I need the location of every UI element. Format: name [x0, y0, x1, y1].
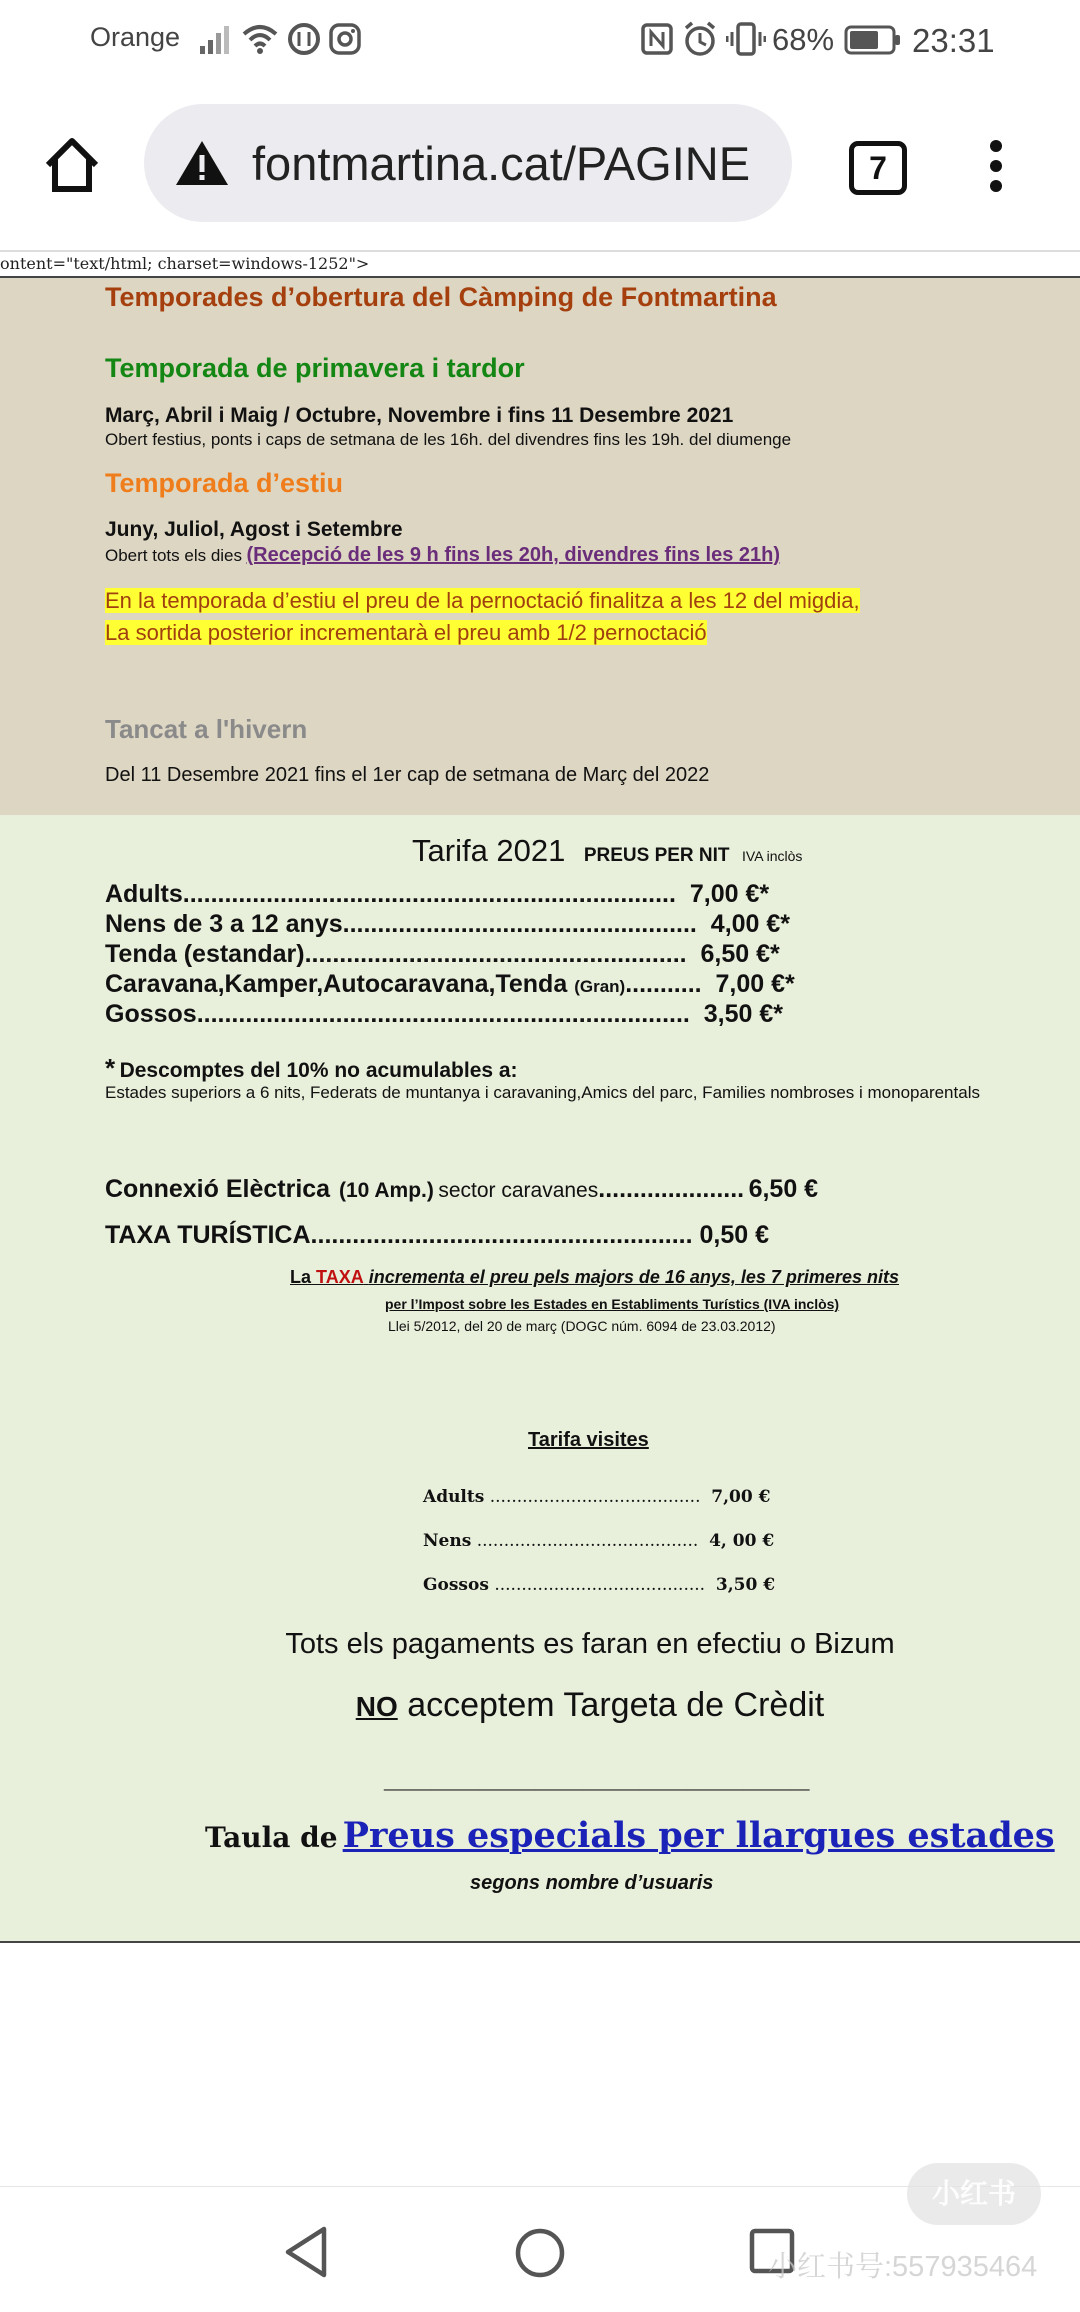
visits-title: Tarifa visites — [528, 1429, 649, 1451]
tax-note-la: La — [290, 1267, 312, 1287]
price-label: Adults — [105, 880, 183, 908]
tax-note-rest: incrementa el preu pels majors de 16 anys, les 7 primeres nits — [368, 1267, 899, 1287]
status-bar — [0, 0, 1080, 80]
battery-icon — [844, 24, 902, 56]
visit-label: Adults — [423, 1487, 485, 1507]
price-row — [105, 880, 769, 909]
visit-dots: ....................................... — [489, 1487, 701, 1507]
home-icon[interactable] — [42, 135, 102, 195]
url-text[interactable]: fontmartina.cat/PAGINE — [252, 137, 751, 190]
warning-icon[interactable] — [174, 138, 230, 188]
tax-note-1 — [290, 1267, 899, 1288]
nfc-icon — [640, 22, 674, 56]
spring-note: Obert festius, ponts i caps de setmana de les 16h. del divendres fins les 19h. del diumenge — [105, 430, 792, 449]
carrier-label: Orange — [90, 22, 181, 52]
price-dots: ................................................... — [342, 910, 697, 938]
summer-note-line — [105, 544, 780, 567]
summer-title: Temporada d’estiu — [105, 468, 344, 498]
price-row — [105, 940, 780, 969]
seasons-section — [0, 276, 1080, 818]
price-value: 7,00 €* — [689, 880, 770, 908]
winter-title: Tancat a l'hivern — [105, 714, 308, 744]
price-label: Nens de 3 a 12 anys — [105, 910, 343, 938]
price-dots: ....................................................................... — [196, 1000, 690, 1028]
instagram-icon — [328, 22, 362, 56]
clock: 23:31 — [912, 22, 995, 59]
visit-price: 4, 00 € — [709, 1531, 775, 1551]
tax-note-3: Llei 5/2012, del 20 de març (DOGC núm. 6094 de 23.03.2012) — [388, 1318, 776, 1334]
summer-note: Obert tots els dies — [105, 546, 243, 565]
no-word: NO — [355, 1691, 398, 1722]
divider-line: _____________________________________________ — [384, 1772, 810, 1791]
tax-dots: ....................................................... — [310, 1221, 693, 1249]
visit-row — [423, 1531, 774, 1551]
price-label: Tenda (estandar) — [105, 940, 305, 968]
payment-text: Tots els pagaments es faran en efectiu o Bizum — [285, 1628, 895, 1660]
electric-dots: ..................... — [598, 1175, 745, 1203]
discount-title: Descomptes del 10% no acumulables a: — [119, 1059, 518, 1082]
visit-price: 3,50 € — [715, 1575, 776, 1595]
special-prices-link[interactable]: Preus especials per llargues estades — [342, 1815, 1055, 1856]
tariff-section — [0, 815, 1080, 1943]
discount-text: Estades superiors a 6 nits, Federats de muntanya i caravaning,Amics del parc, Families nombroses i monoparentals — [105, 1083, 980, 1102]
spring-title: Temporada de primavera i tardor — [105, 353, 525, 383]
more-menu-icon[interactable] — [984, 138, 1008, 194]
visit-row — [423, 1575, 775, 1595]
price-extra: (Gran) — [574, 977, 626, 996]
electric-label: Connexió Elèctrica — [105, 1175, 331, 1203]
price-row — [105, 970, 795, 999]
price-dots: ....................................................... — [304, 940, 687, 968]
tax-label: TAXA TURÍSTICA — [105, 1221, 311, 1249]
tax-note-2: per l’Impost sobre les Estades en Establiments Turístics (IVA inclòs) — [385, 1296, 840, 1312]
price-value: 6,50 €* — [700, 940, 780, 968]
raw-meta-text: ontent="text/html; charset=windows-1252"> — [0, 254, 370, 273]
price-dots: ........... — [625, 970, 702, 998]
highlight-line-1: En la temporada d’estiu el preu de la pernoctació finalitza a les 12 del migdia, — [105, 588, 860, 613]
tax-price: 0,50 € — [699, 1221, 770, 1249]
reception-hours-link[interactable]: (Recepció de les 9 h fins les 20h, divendres fins les 21h) — [246, 544, 781, 566]
price-value: 4,00 €* — [710, 910, 791, 938]
no-card-text: acceptem Targeta de Crèdit — [407, 1686, 825, 1724]
price-label: Caravana,Kamper,Autocaravana,Tenda — [105, 970, 568, 998]
tab-switcher-button[interactable]: 7 — [849, 141, 907, 195]
visit-dots: ......................................... — [476, 1531, 699, 1551]
price-label: Gossos — [105, 1000, 197, 1028]
highlight-line-2: La sortida posterior incrementarà el preu amb 1/2 pernoctació — [105, 620, 707, 645]
seasons-title: Temporades d’obertura del Càmping de Fontmartina — [105, 282, 777, 312]
back-icon[interactable] — [282, 2225, 330, 2279]
discount-heading — [105, 1053, 518, 1084]
signal-icon — [198, 24, 232, 56]
electric-row — [105, 1175, 818, 1204]
price-value: 3,50 €* — [703, 1000, 784, 1028]
price-dots: ....................................................................... — [182, 880, 676, 908]
price-row — [105, 910, 790, 939]
discount-star: * — [105, 1053, 116, 1083]
data-saver-icon — [287, 22, 321, 56]
visit-label: Gossos — [423, 1575, 489, 1595]
winter-note: Del 11 Desembre 2021 fins el 1er cap de setmana de Març del 2022 — [105, 764, 710, 786]
price-row — [105, 1000, 783, 1029]
summer-highlight — [105, 586, 860, 650]
watermark-id: 小红书号:557935464 — [768, 2251, 1038, 2283]
electric-price: 6,50 € — [748, 1175, 819, 1203]
wifi-icon — [240, 22, 280, 56]
visit-row — [423, 1487, 770, 1507]
tax-note-taxa: TAXA — [316, 1267, 364, 1287]
electric-amp: (10 Amp.) — [338, 1179, 434, 1202]
battery-percent: 68% — [772, 22, 835, 57]
iva-label: IVA inclòs — [742, 848, 803, 864]
special-prices-line — [205, 1815, 1055, 1856]
tax-row — [105, 1221, 769, 1250]
tariff-subtitle: PREUS PER NIT — [583, 845, 730, 866]
alarm-icon — [682, 20, 718, 58]
taula-sub: segons nombre d’usuaris — [470, 1872, 714, 1894]
spring-months: Març, Abril i Maig / Octubre, Novembre i fins 11 Desembre 2021 — [105, 404, 734, 427]
tariff-title: Tarifa 2021 — [412, 833, 566, 868]
electric-sector: sector caravanes — [438, 1179, 599, 1202]
summer-months: Juny, Juliol, Agost i Setembre — [105, 518, 403, 541]
visit-price: 7,00 € — [711, 1487, 771, 1507]
vibrate-icon — [726, 20, 766, 58]
visit-label: Nens — [423, 1531, 472, 1551]
tariff-heading — [412, 833, 802, 869]
price-value: 7,00 €* — [715, 970, 795, 998]
visit-dots: ....................................... — [494, 1575, 706, 1595]
no-card-line — [0, 1686, 1080, 1725]
home-nav-icon[interactable] — [514, 2227, 566, 2279]
watermark-logo: 小红书 — [907, 2163, 1041, 2225]
taula-prefix: Taula de — [205, 1821, 338, 1854]
